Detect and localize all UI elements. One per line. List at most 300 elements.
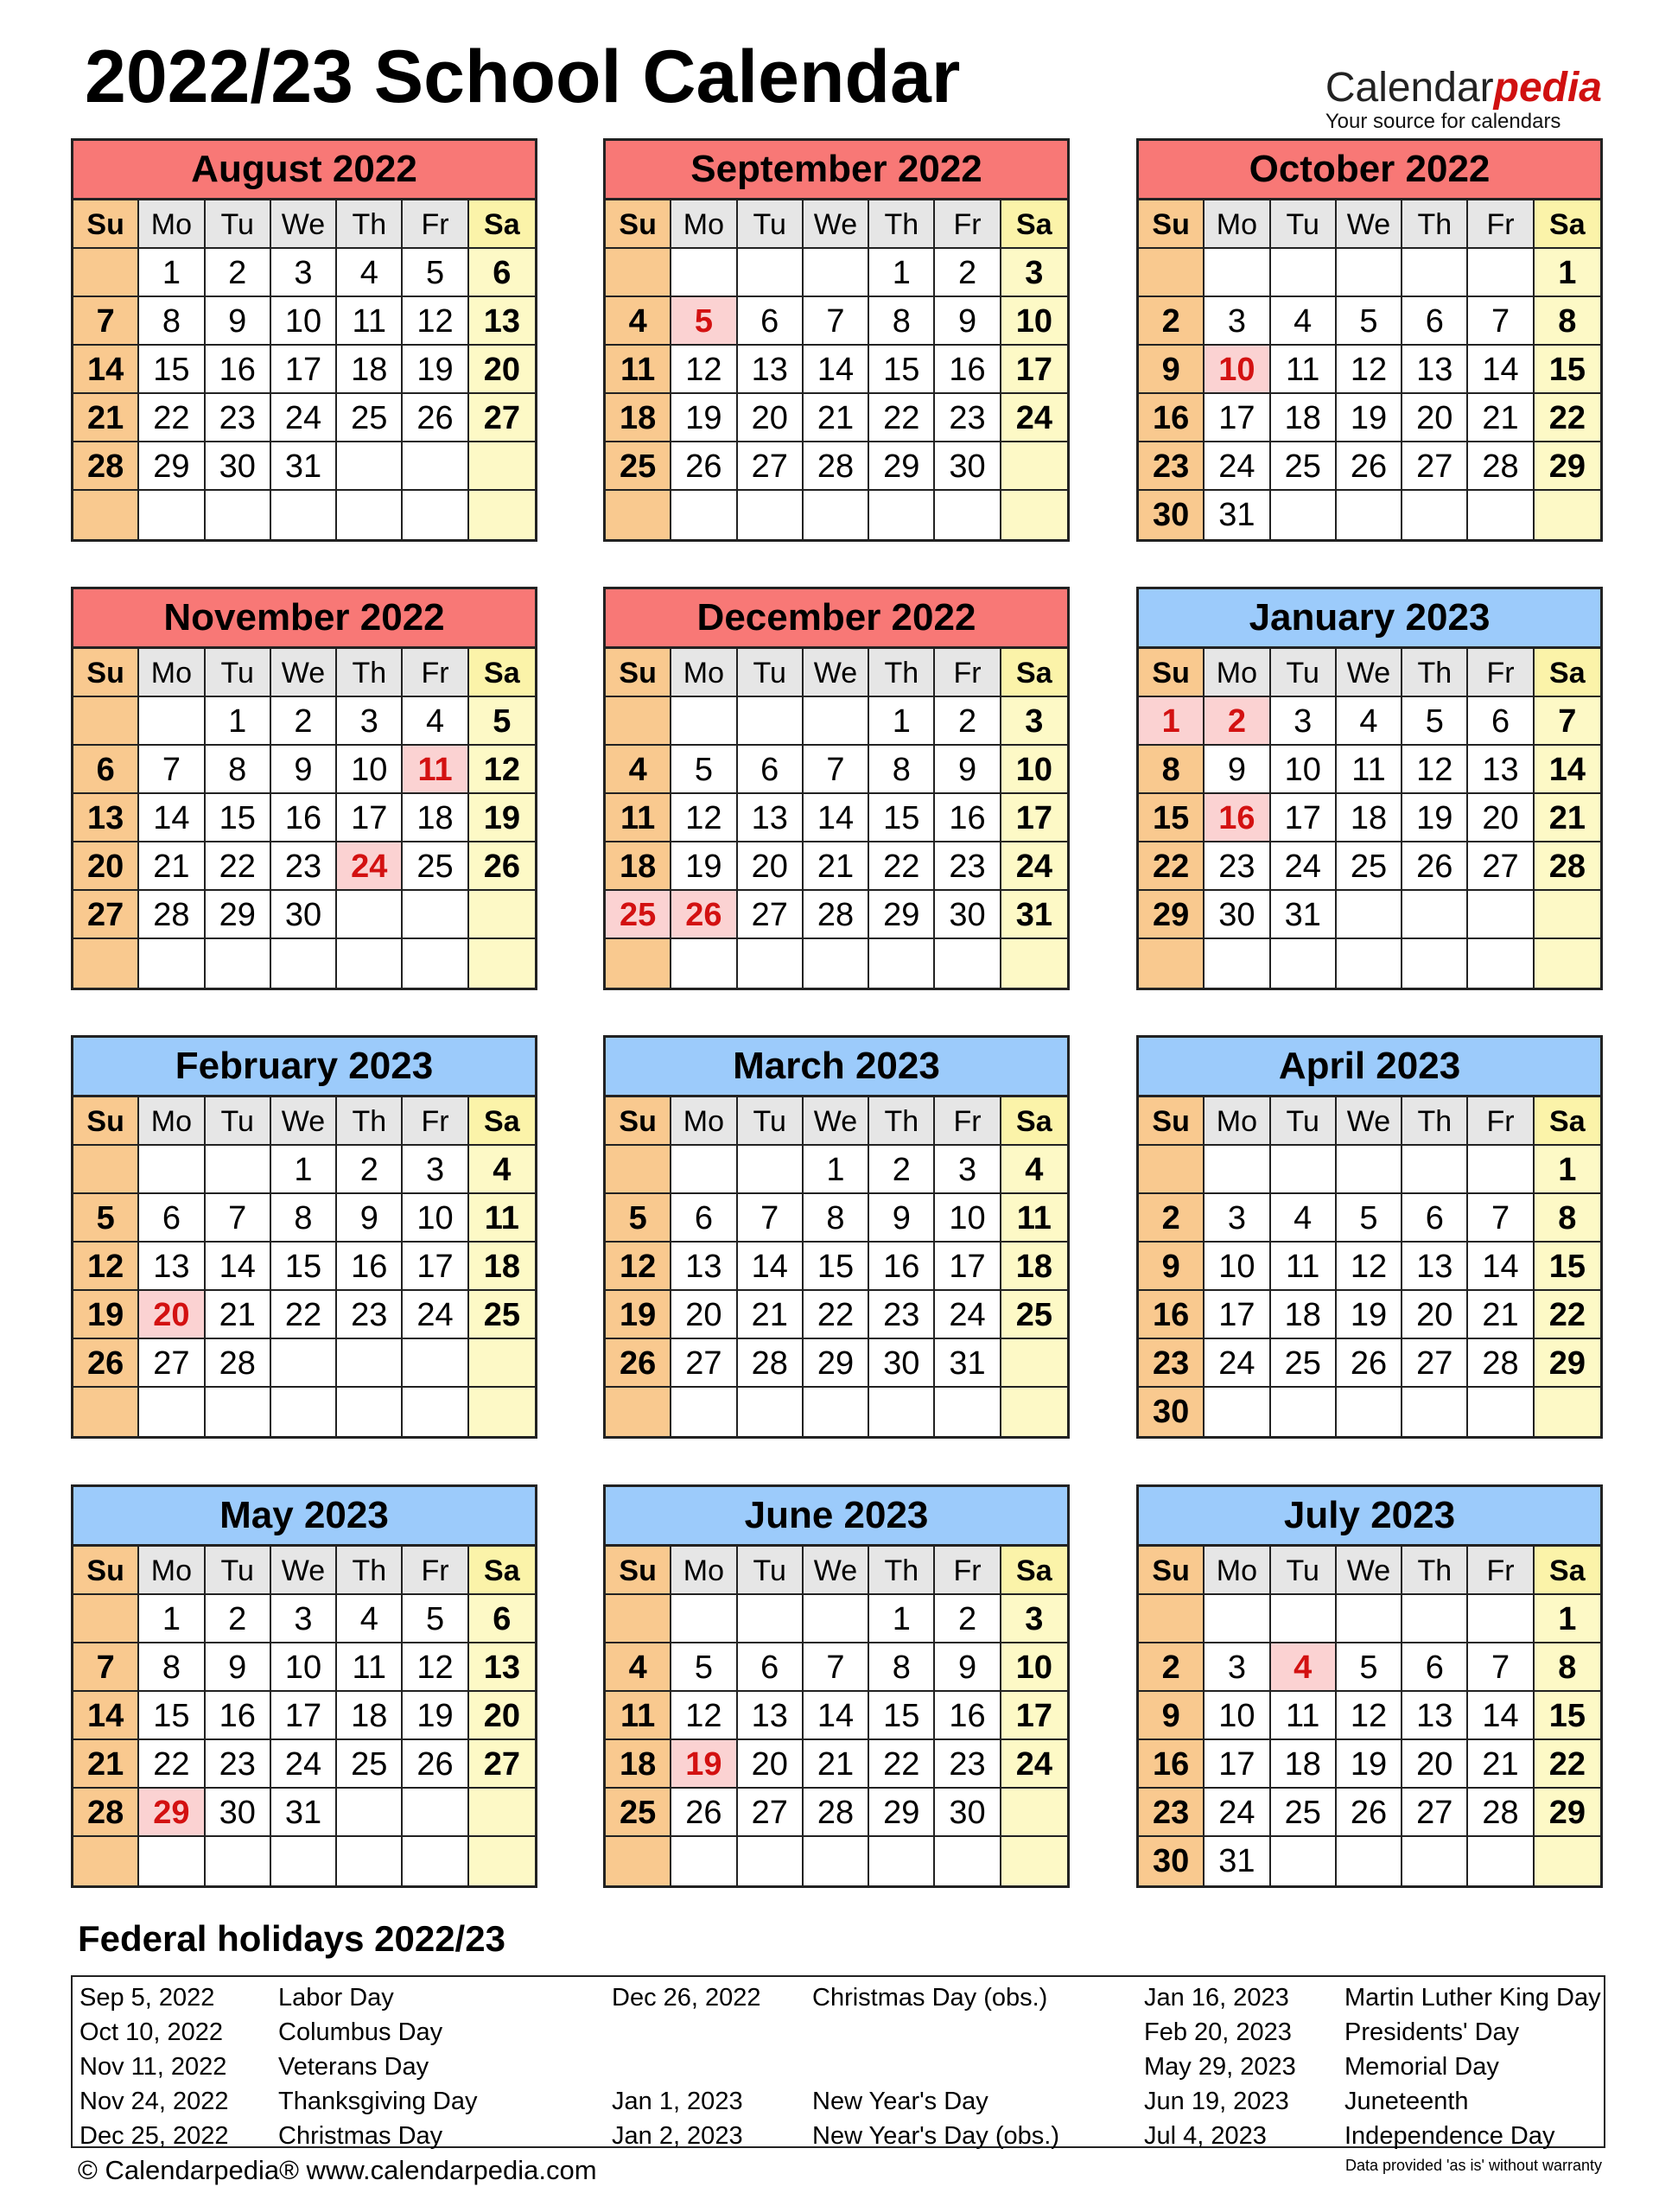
day-grid (1139, 649, 1600, 988)
day-cell: 26 (73, 1339, 139, 1388)
holiday-name: Thanksgiving Day (278, 2088, 478, 2115)
empty-day-cell (337, 1789, 403, 1837)
day-cell: 9 (935, 746, 1001, 794)
month-header: January 2023 (1139, 589, 1600, 649)
weekday-header: Th (1402, 1547, 1468, 1595)
empty-day-cell (139, 697, 205, 746)
day-cell: 7 (738, 1194, 804, 1243)
empty-day-cell (738, 1837, 804, 1885)
empty-day-cell (73, 1595, 139, 1643)
empty-day-cell (804, 491, 869, 539)
day-cell: 8 (271, 1194, 337, 1243)
day-cell: 28 (206, 1339, 271, 1388)
weekday-header: Tu (206, 649, 271, 697)
day-cell: 13 (73, 794, 139, 842)
empty-day-cell (139, 1146, 205, 1194)
empty-day-cell (606, 939, 671, 988)
day-cell: 30 (935, 891, 1001, 939)
day-cell: 7 (139, 746, 205, 794)
day-cell: 20 (73, 842, 139, 891)
empty-day-cell (606, 697, 671, 746)
empty-day-cell (469, 1789, 535, 1837)
month-header: February 2023 (73, 1038, 535, 1097)
empty-day-cell (206, 1837, 271, 1885)
day-cell: 24 (935, 1291, 1001, 1339)
empty-day-cell (671, 1146, 737, 1194)
day-cell: 4 (1337, 697, 1402, 746)
empty-day-cell (869, 939, 935, 988)
day-cell: 24 (1001, 394, 1067, 442)
day-cell: 11 (606, 346, 671, 394)
day-cell: 28 (1468, 1789, 1534, 1837)
day-cell: 23 (1139, 442, 1205, 491)
weekday-header: Mo (139, 1547, 205, 1595)
day-cell: 21 (1468, 394, 1534, 442)
empty-day-cell (139, 491, 205, 539)
holiday-date: Oct 10, 2022 (79, 2018, 224, 2046)
day-cell: 11 (1271, 1692, 1337, 1740)
month-header: April 2023 (1139, 1038, 1600, 1097)
day-cell: 14 (804, 346, 869, 394)
day-cell: 1 (804, 1146, 869, 1194)
day-cell: 15 (804, 1243, 869, 1291)
weekday-header: Th (869, 1097, 935, 1146)
day-cell: 30 (1139, 491, 1205, 539)
empty-day-cell (403, 891, 468, 939)
weekday-header: We (804, 1097, 869, 1146)
day-cell: 19 (671, 394, 737, 442)
day-cell: 4 (337, 1595, 403, 1643)
day-cell: 11 (606, 1692, 671, 1740)
day-cell: 9 (935, 1643, 1001, 1692)
empty-day-cell (869, 1388, 935, 1436)
day-cell: 16 (1139, 1291, 1205, 1339)
day-cell: 19 (1402, 794, 1468, 842)
day-cell: 24 (1001, 842, 1067, 891)
day-cell: 31 (1271, 891, 1337, 939)
day-grid (73, 1547, 535, 1885)
day-cell: 18 (1271, 1740, 1337, 1789)
weekday-header: Su (73, 200, 139, 249)
holiday-date: Jan 2, 2023 (612, 2122, 743, 2150)
day-cell: 23 (935, 1740, 1001, 1789)
empty-day-cell (469, 1388, 535, 1436)
day-cell: 4 (1001, 1146, 1067, 1194)
day-cell: 25 (1271, 1789, 1337, 1837)
day-cell: 3 (1205, 297, 1270, 346)
day-cell: 9 (337, 1194, 403, 1243)
day-grid (606, 200, 1067, 539)
empty-day-cell (1402, 1146, 1468, 1194)
month-calendar (603, 1035, 1070, 1439)
day-cell: 10 (271, 1643, 337, 1692)
month-calendar (71, 1035, 537, 1439)
footer-copyright[interactable]: © Calendarpedia® www.calendarpedia.com (78, 2155, 597, 2185)
day-cell: 8 (139, 297, 205, 346)
day-cell: 14 (73, 346, 139, 394)
weekday-header: We (804, 200, 869, 249)
day-cell: 14 (1468, 346, 1534, 394)
day-cell: 23 (869, 1291, 935, 1339)
empty-day-cell (935, 491, 1001, 539)
weekday-header: Mo (671, 1097, 737, 1146)
day-cell: 6 (738, 1643, 804, 1692)
day-cell: 29 (139, 442, 205, 491)
holiday-day-cell: 10 (1205, 346, 1270, 394)
holiday-row (73, 2050, 1604, 2084)
empty-day-cell (1271, 1388, 1337, 1436)
day-cell: 20 (671, 1291, 737, 1339)
day-cell: 22 (869, 394, 935, 442)
day-cell: 15 (139, 346, 205, 394)
day-cell: 11 (469, 1194, 535, 1243)
holiday-day-cell: 11 (403, 746, 468, 794)
weekday-header: Fr (1468, 1547, 1534, 1595)
empty-day-cell (403, 491, 468, 539)
empty-day-cell (469, 442, 535, 491)
empty-day-cell (1271, 939, 1337, 988)
day-cell: 22 (139, 394, 205, 442)
day-cell: 23 (935, 394, 1001, 442)
empty-day-cell (1205, 1388, 1270, 1436)
day-cell: 10 (1001, 297, 1067, 346)
month-header: August 2022 (73, 141, 535, 200)
day-cell: 3 (271, 249, 337, 297)
weekday-header: Fr (935, 200, 1001, 249)
day-cell: 26 (606, 1339, 671, 1388)
day-cell: 24 (271, 394, 337, 442)
day-cell: 18 (403, 794, 468, 842)
day-cell: 12 (671, 1692, 737, 1740)
empty-day-cell (671, 697, 737, 746)
day-cell: 29 (869, 442, 935, 491)
day-cell: 15 (1535, 1692, 1600, 1740)
day-cell: 16 (206, 346, 271, 394)
day-cell: 5 (403, 249, 468, 297)
weekday-header: Fr (1468, 649, 1534, 697)
day-cell: 31 (1205, 1837, 1270, 1885)
day-cell: 3 (1205, 1643, 1270, 1692)
day-cell: 10 (337, 746, 403, 794)
weekday-header: Sa (1535, 1097, 1600, 1146)
day-cell: 5 (606, 1194, 671, 1243)
empty-day-cell (73, 1146, 139, 1194)
day-cell: 28 (139, 891, 205, 939)
day-cell: 14 (139, 794, 205, 842)
empty-day-cell (1468, 1595, 1534, 1643)
month-calendar (71, 1484, 537, 1888)
day-cell: 27 (1402, 1339, 1468, 1388)
empty-day-cell (1468, 939, 1534, 988)
day-cell: 6 (1402, 1194, 1468, 1243)
day-cell: 23 (206, 394, 271, 442)
day-cell: 27 (73, 891, 139, 939)
day-cell: 5 (73, 1194, 139, 1243)
empty-day-cell (738, 939, 804, 988)
empty-day-cell (337, 1388, 403, 1436)
holiday-row (73, 2119, 1604, 2153)
day-cell: 8 (1535, 297, 1600, 346)
day-grid (1139, 1097, 1600, 1436)
empty-day-cell (606, 491, 671, 539)
day-cell: 28 (804, 1789, 869, 1837)
holiday-day-cell: 16 (1205, 794, 1270, 842)
day-cell: 3 (1205, 1194, 1270, 1243)
day-cell: 11 (1001, 1194, 1067, 1243)
empty-day-cell (1535, 939, 1600, 988)
weekday-header: Mo (671, 649, 737, 697)
day-cell: 17 (1205, 394, 1270, 442)
day-cell: 21 (73, 394, 139, 442)
day-cell: 27 (469, 1740, 535, 1789)
day-cell: 20 (1402, 1291, 1468, 1339)
day-cell: 27 (1402, 1789, 1468, 1837)
day-grid (73, 1097, 535, 1436)
empty-day-cell (469, 939, 535, 988)
empty-day-cell (804, 1595, 869, 1643)
day-cell: 24 (1205, 1789, 1270, 1837)
holiday-date: Feb 20, 2023 (1144, 2018, 1292, 2046)
weekday-header: Fr (1468, 1097, 1534, 1146)
day-cell: 12 (1337, 346, 1402, 394)
day-cell: 29 (1139, 891, 1205, 939)
empty-day-cell (1271, 491, 1337, 539)
day-cell: 16 (935, 794, 1001, 842)
day-cell: 6 (671, 1194, 737, 1243)
holiday-name: Christmas Day (278, 2122, 443, 2150)
day-cell: 13 (1402, 1692, 1468, 1740)
day-cell: 24 (1001, 1740, 1067, 1789)
empty-day-cell (1337, 891, 1402, 939)
empty-day-cell (206, 1146, 271, 1194)
day-cell: 18 (1271, 1291, 1337, 1339)
month-calendar (1136, 587, 1603, 990)
day-cell: 21 (73, 1740, 139, 1789)
weekday-header: Mo (139, 200, 205, 249)
day-cell: 28 (804, 442, 869, 491)
day-cell: 20 (1402, 1740, 1468, 1789)
day-cell: 29 (1535, 1339, 1600, 1388)
weekday-header: Th (337, 1097, 403, 1146)
day-cell: 22 (271, 1291, 337, 1339)
day-cell: 5 (403, 1595, 468, 1643)
empty-day-cell (935, 1837, 1001, 1885)
brand-logo[interactable] (1325, 67, 1602, 133)
empty-day-cell (606, 1146, 671, 1194)
holiday-date: Dec 26, 2022 (612, 1984, 761, 2012)
holiday-name: New Year's Day (obs.) (812, 2122, 1059, 2150)
empty-day-cell (1001, 1837, 1067, 1885)
day-cell: 9 (206, 1643, 271, 1692)
weekday-header: Su (1139, 200, 1205, 249)
day-cell: 14 (738, 1243, 804, 1291)
footer-disclaimer: Data provided 'as is' without warranty (1344, 2157, 1602, 2174)
day-cell: 2 (1139, 1194, 1205, 1243)
day-grid (606, 1547, 1067, 1885)
day-cell: 8 (804, 1194, 869, 1243)
day-cell: 24 (1271, 842, 1337, 891)
day-cell: 10 (935, 1194, 1001, 1243)
day-cell: 2 (337, 1146, 403, 1194)
day-cell: 9 (869, 1194, 935, 1243)
weekday-header: Su (606, 649, 671, 697)
empty-day-cell (1337, 1837, 1402, 1885)
empty-day-cell (337, 1339, 403, 1388)
weekday-header: We (1337, 649, 1402, 697)
day-cell: 13 (1468, 746, 1534, 794)
day-cell: 12 (403, 297, 468, 346)
day-cell: 2 (271, 697, 337, 746)
day-cell: 4 (403, 697, 468, 746)
day-cell: 14 (1468, 1243, 1534, 1291)
empty-day-cell (73, 939, 139, 988)
holiday-day-cell: 5 (671, 297, 737, 346)
empty-day-cell (1139, 939, 1205, 988)
day-cell: 20 (1402, 394, 1468, 442)
holiday-name: Christmas Day (obs.) (812, 1984, 1048, 2012)
day-cell: 17 (1205, 1740, 1270, 1789)
day-cell: 30 (206, 1789, 271, 1837)
day-cell: 1 (1535, 1595, 1600, 1643)
weekday-header: Sa (469, 200, 535, 249)
weekday-header: Sa (1001, 649, 1067, 697)
day-cell: 13 (469, 1643, 535, 1692)
weekday-header: Mo (671, 1547, 737, 1595)
day-cell: 22 (804, 1291, 869, 1339)
day-cell: 27 (1402, 442, 1468, 491)
holiday-date: May 29, 2023 (1144, 2053, 1296, 2081)
weekday-header: Th (337, 1547, 403, 1595)
empty-day-cell (606, 1837, 671, 1885)
day-cell: 21 (804, 1740, 869, 1789)
day-cell: 1 (869, 1595, 935, 1643)
day-cell: 9 (1205, 746, 1270, 794)
day-cell: 16 (935, 1692, 1001, 1740)
day-cell: 4 (606, 1643, 671, 1692)
day-cell: 13 (139, 1243, 205, 1291)
day-cell: 28 (804, 891, 869, 939)
day-cell: 14 (206, 1243, 271, 1291)
holiday-day-cell: 20 (139, 1291, 205, 1339)
day-cell: 1 (271, 1146, 337, 1194)
empty-day-cell (337, 891, 403, 939)
month-header: September 2022 (606, 141, 1067, 200)
day-cell: 5 (1337, 1643, 1402, 1692)
day-cell: 25 (337, 1740, 403, 1789)
day-cell: 24 (271, 1740, 337, 1789)
day-cell: 30 (271, 891, 337, 939)
day-cell: 30 (935, 442, 1001, 491)
weekday-header: Tu (206, 1547, 271, 1595)
empty-day-cell (738, 1146, 804, 1194)
month-calendar (603, 138, 1070, 542)
day-cell: 29 (869, 1789, 935, 1837)
day-cell: 2 (206, 1595, 271, 1643)
day-cell: 17 (403, 1243, 468, 1291)
weekday-header: Su (606, 1097, 671, 1146)
weekday-header: We (271, 1097, 337, 1146)
day-cell: 19 (1337, 1291, 1402, 1339)
empty-day-cell (1402, 1388, 1468, 1436)
empty-day-cell (1139, 1146, 1205, 1194)
weekday-header: Sa (469, 1097, 535, 1146)
day-cell: 28 (738, 1339, 804, 1388)
empty-day-cell (1271, 249, 1337, 297)
day-cell: 10 (1271, 746, 1337, 794)
day-cell: 27 (469, 394, 535, 442)
empty-day-cell (1205, 939, 1270, 988)
day-cell: 19 (73, 1291, 139, 1339)
day-cell: 9 (1139, 346, 1205, 394)
day-cell: 25 (606, 1789, 671, 1837)
weekday-header: Tu (1271, 1097, 1337, 1146)
weekday-header: Sa (1535, 649, 1600, 697)
day-cell: 16 (935, 346, 1001, 394)
day-cell: 9 (1139, 1243, 1205, 1291)
day-cell: 4 (606, 746, 671, 794)
day-cell: 27 (139, 1339, 205, 1388)
day-cell: 26 (1337, 1339, 1402, 1388)
holiday-day-cell: 26 (671, 891, 737, 939)
day-cell: 14 (73, 1692, 139, 1740)
month-calendar (1136, 1035, 1603, 1439)
day-cell: 18 (337, 346, 403, 394)
empty-day-cell (271, 939, 337, 988)
empty-day-cell (738, 697, 804, 746)
brand-name: Calendarpedia (1325, 65, 1602, 111)
day-cell: 15 (271, 1243, 337, 1291)
day-cell: 31 (935, 1339, 1001, 1388)
empty-day-cell (804, 249, 869, 297)
empty-day-cell (73, 491, 139, 539)
day-cell: 18 (1271, 394, 1337, 442)
weekday-header: Su (1139, 649, 1205, 697)
day-cell: 12 (671, 346, 737, 394)
day-cell: 17 (1001, 346, 1067, 394)
holiday-date: Dec 25, 2022 (79, 2122, 229, 2150)
weekday-header: Th (1402, 649, 1468, 697)
weekday-header: Tu (1271, 649, 1337, 697)
month-calendar (71, 587, 537, 990)
day-cell: 28 (1468, 442, 1534, 491)
day-cell: 18 (606, 842, 671, 891)
empty-day-cell (1001, 1339, 1067, 1388)
day-cell: 28 (73, 1789, 139, 1837)
day-cell: 25 (606, 442, 671, 491)
day-cell: 8 (869, 1643, 935, 1692)
day-cell: 6 (469, 249, 535, 297)
day-cell: 12 (403, 1643, 468, 1692)
day-cell: 16 (869, 1243, 935, 1291)
day-grid (73, 649, 535, 988)
day-cell: 23 (935, 842, 1001, 891)
weekday-header: Th (337, 200, 403, 249)
day-cell: 26 (469, 842, 535, 891)
empty-day-cell (1337, 249, 1402, 297)
weekday-header: Sa (469, 1547, 535, 1595)
month-header: July 2023 (1139, 1487, 1600, 1547)
day-cell: 9 (206, 297, 271, 346)
empty-day-cell (1468, 1146, 1534, 1194)
day-cell: 11 (606, 794, 671, 842)
empty-day-cell (139, 939, 205, 988)
day-cell: 4 (337, 249, 403, 297)
weekday-header: Tu (206, 1097, 271, 1146)
holidays-title: Federal holidays 2022/23 (78, 1918, 505, 1959)
day-cell: 31 (271, 442, 337, 491)
day-cell: 25 (1271, 1339, 1337, 1388)
holiday-name: Independence Day (1344, 2122, 1555, 2150)
